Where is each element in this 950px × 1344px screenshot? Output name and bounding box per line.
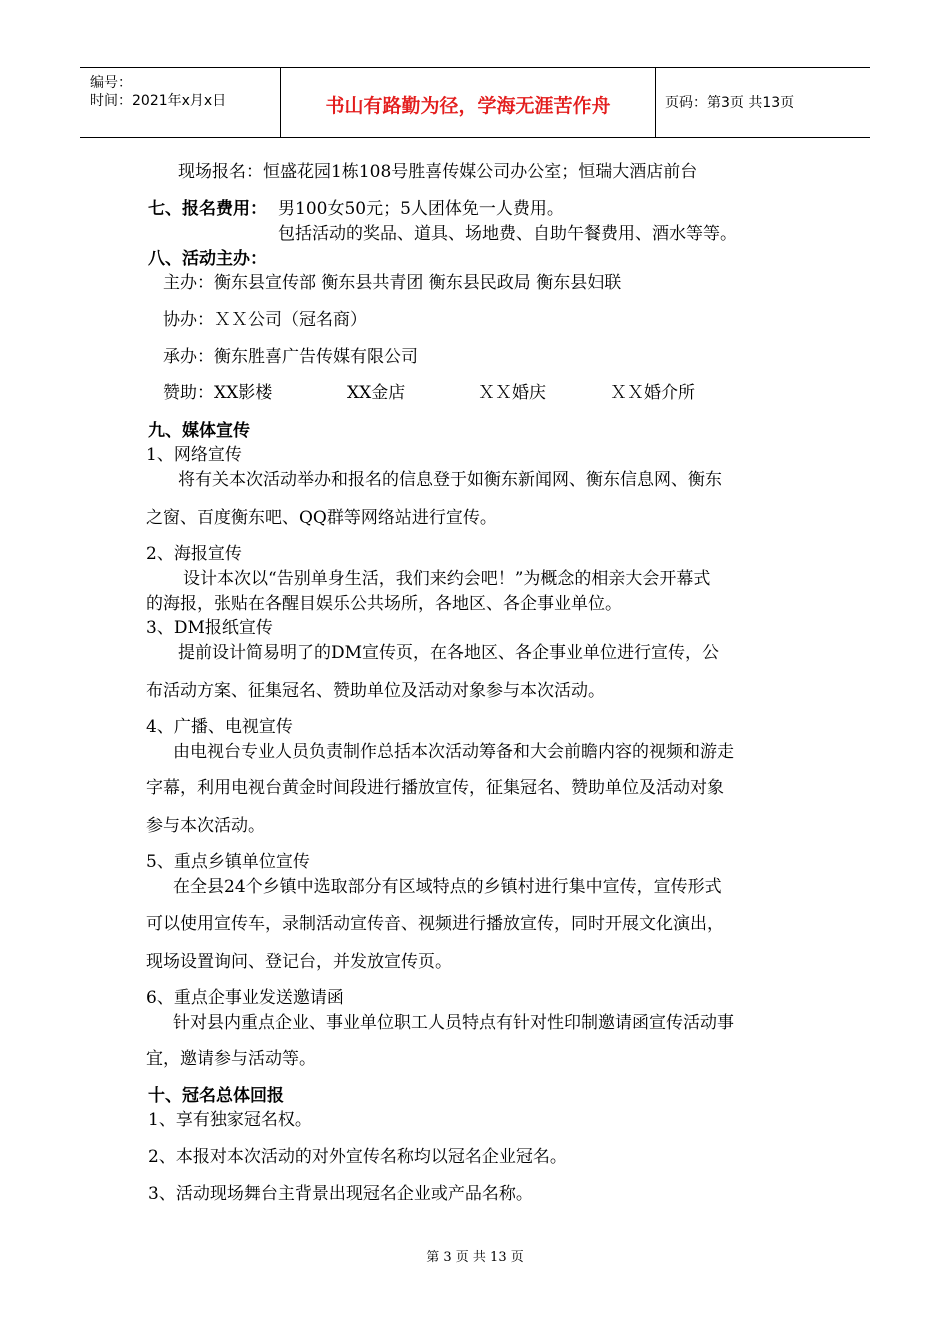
paragraph-line: 提前设计简易明了的DM宣传页，在各地区、各企事业单位进行宣传，公 (178, 643, 720, 663)
paragraph-line: 针对县内重点企业、事业单位职工人员特点有针对性印制邀请函宣传活动事 (173, 1013, 734, 1033)
paragraph-line: 字幕，利用电视台黄金时间段进行播放宣传，征集冠名、赞助单位及活动对象 (146, 778, 724, 798)
sub-heading-5: 5、重点乡镇单位宣传 (146, 852, 310, 872)
sponsor-3: ＸＸ婚庆 (478, 383, 546, 403)
organizer-co: 协办：ＸＸ公司（冠名商） (163, 310, 367, 330)
list-item: 3、活动现场舞台主背景出现冠名企业或产品名称。 (148, 1184, 533, 1204)
section-10-heading: 十、冠名总体回报 (148, 1086, 284, 1106)
fee-line: 男100女50元；5人团体免一人费用。 (278, 199, 564, 219)
sponsor-1: 赞助：XX影楼 (163, 383, 273, 403)
section-9-heading: 九、媒体宣传 (148, 421, 250, 441)
sub-heading-4: 4、广播、电视宣传 (146, 717, 293, 737)
organizer-undertaker: 承办：衡东胜喜广告传媒有限公司 (163, 347, 418, 367)
page-footer: 第 3 页 共 13 页 (426, 1250, 524, 1265)
sub-heading-6: 6、重点企事业发送邀请函 (146, 988, 344, 1008)
header-number: 编号： (90, 75, 132, 91)
onsite-registration: 现场报名：恒盛花园1栋108号胜喜传媒公司办公室；恒瑞大酒店前台 (178, 162, 698, 182)
fee-includes: 包括活动的奖品、道具、场地费、自助午餐费用、酒水等等。 (278, 224, 737, 244)
page-header (80, 67, 870, 138)
header-motto: 书山有路勤为径，学海无涯苦作舟 (325, 95, 611, 117)
paragraph-line: 布活动方案、征集冠名、赞助单位及活动对象参与本次活动。 (146, 681, 605, 701)
header-page-number: 页码：第3页 共13页 (665, 95, 795, 111)
paragraph-line: 现场设置询问、登记台，并发放宣传页。 (146, 952, 452, 972)
paragraph-line: 在全县24个乡镇中选取部分有区域特点的乡镇村进行集中宣传，宣传形式 (173, 877, 722, 897)
sub-heading-2: 2、海报宣传 (146, 544, 242, 564)
paragraph-line: 之窗、百度衡东吧、QQ群等网络站进行宣传。 (146, 508, 497, 528)
organizer-host: 主办：衡东县宣传部 衡东县共青团 衡东县民政局 衡东县妇联 (163, 273, 622, 293)
section-7-heading: 七、报名费用： (148, 199, 267, 219)
header-right-cell (655, 68, 870, 137)
sponsor-2: XX金店 (347, 383, 406, 403)
paragraph-line: 可以使用宣传车，录制活动宣传音、视频进行播放宣传，同时开展文化演出， (146, 914, 724, 934)
header-motto-cell (280, 68, 656, 137)
paragraph-line: 将有关本次活动举办和报名的信息登于如衡东新闻网、衡东信息网、衡东 (178, 470, 722, 490)
sub-heading-3: 3、DM报纸宣传 (146, 618, 273, 638)
section-8-heading: 八、活动主办： (148, 249, 267, 269)
paragraph-line: 的海报，张贴在各醒目娱乐公共场所，各地区、各企事业单位。 (146, 594, 622, 614)
paragraph-line: 由电视台专业人员负责制作总括本次活动筹备和大会前瞻内容的视频和游走 (173, 742, 734, 762)
list-item: 2、本报对本次活动的对外宣传名称均以冠名企业冠名。 (148, 1147, 567, 1167)
paragraph-line: 设计本次以“告别单身生活，我们来约会吧！”为概念的相亲大会开幕式 (183, 569, 711, 589)
paragraph-line: 宜，邀请参与活动等。 (146, 1049, 316, 1069)
header-left-cell (80, 68, 280, 137)
sub-heading-1: 1、网络宣传 (146, 445, 242, 465)
sponsor-4: ＸＸ婚介所 (610, 383, 695, 403)
paragraph-line: 参与本次活动。 (146, 816, 265, 836)
list-item: 1、享有独家冠名权。 (148, 1110, 312, 1130)
header-time: 时间：2021年x月x日 (90, 93, 227, 109)
